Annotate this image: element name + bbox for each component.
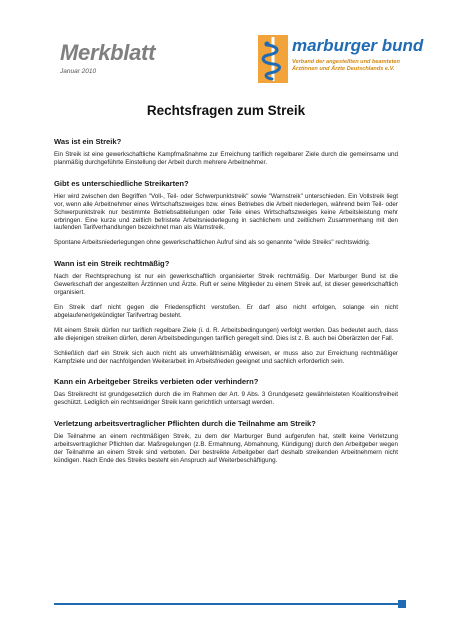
section xyxy=(54,259,398,365)
document-type-title: Merkblatt xyxy=(60,40,156,65)
paragraph: Ein Streik darf nicht gegen die Friedenspflicht verstoßen. Er darf also nicht erfolgen, solange ein nicht abgelaufener/gekündigter Tarifvertrag besteht. xyxy=(54,303,398,319)
section-heading: Kann ein Arbeitgeber Streiks verbieten oder verhindern? xyxy=(54,377,259,387)
page-title: Rechtsfragen zum Streik xyxy=(146,103,306,118)
logo-subtitle xyxy=(292,59,416,74)
logo-subtitle-line-1: Verband der angestellten und beamteten xyxy=(292,59,400,65)
section-heading: Verletzung arbeitsvertraglicher Pflichten durch die Teilnahme am Streik? xyxy=(54,419,316,429)
section xyxy=(54,377,398,407)
paragraph: Ein Streik ist eine gewerkschaftliche Kampfmaßnahme zur Erreichung tariflich regelbarer Ziele durch die gemeinsame und planmäßig durchgeführte Einstellung der Arbeit durch mehrere Arbeitnehmer. xyxy=(54,151,398,166)
marburger-bund-logo xyxy=(256,33,424,85)
staff-of-asclepius-icon xyxy=(256,33,290,85)
logo-subtitle-line-2: Ärztinnen und Ärzte Deutschlands e.V. xyxy=(292,66,395,73)
page-header xyxy=(0,0,452,90)
paragraph: Hier wird zwischen den Begriffen "Voll-, Teil- oder Schwerpunktstreik" sowie "Warnstreik" unterschieden. Ein Vollstreik liegt vor, wenn alle Arbeitnehmer eines Wirtschaftszweiges bzw. eines Betriebes die Arbeit niederlegen, während beim Teil- oder Schwerpunktstreik nur bestimmte Betriebsabteilungen oder Teile eines Wirtschaftszweiges keine Arbeitsleistung mehr erbringen. Eine kurze und zeitlich befristete Arbeitsniederlegung in sachlichem und zeitlichem Zusammenhang mit den laufenden Tarifverhandlungen bezeichnet man als Warnstreik. xyxy=(54,192,398,232)
paragraph: Spontane Arbeitsniederlegungen ohne gewerkschaftlichen Aufruf sind als so genannte "wilde Streiks" rechtswidrig. xyxy=(54,239,371,247)
logo-name: marburger bund xyxy=(292,36,424,55)
section xyxy=(54,179,398,247)
paragraph: Nach der Rechtsprechung ist nur ein gewerkschaftlich organisierter Streik rechtmäßig. Der Marburger Bund ist die Gewerkschaft der angestellten Ärztinnen und Ärzte. Ruft er seine Mitglieder zu einem Streik auf, ist dieser gewerkschaftlich organisiert. xyxy=(54,273,398,297)
section-heading: Was ist ein Streik? xyxy=(54,137,122,146)
paragraph: Die Teilnahme an einem rechtmäßigen Streik, zu dem der Marburger Bund aufgerufen hat, stellt keine Verletzung arbeitsvertraglicher Pflichten dar. Maßregelungen (z.B. Ermahnung, Abmahnung, Kündigung) durch den Arbeitgeber wegen der Teilnahme an einem Streik sind verboten. Der bestreikte Arbeitgeber darf deshalb streikenden Arbeitnehmern nicht kündigen. Nach Ende des Streiks besteht ein Anspruch auf Weiterbeschäftigung. xyxy=(54,433,398,464)
section xyxy=(54,137,398,167)
section xyxy=(54,419,398,465)
footer-marker xyxy=(398,600,406,608)
section-heading: Gibt es unterschiedliche Streikarten? xyxy=(54,178,189,188)
paragraph: Mit einem Streik dürfen nur tariflich regelbare Ziele (i. d. R. Arbeitsbedingungen) verfolgt werden. Das bedeutet auch, dass alle diejenigen streiken dürfen, deren Arbeitsbedingungen tariflich geregelt sind. Dies ist z. B. auch bei Oberärzten der Fall. xyxy=(54,326,398,342)
document-date: Januar 2010 xyxy=(60,68,97,75)
footer-divider xyxy=(54,603,398,605)
paragraph: Das Streikrecht ist grundgesetzlich durch die im Rahmen der Art. 9 Abs. 3 Grundgesetz gewährleisteten Koalitionsfreiheit geschützt. Lediglich ein rechtswidriger Streik kann gerichtlich untersagt werden. xyxy=(54,391,398,407)
section-heading: Wann ist ein Streik rechtmäßig? xyxy=(54,259,170,269)
paragraph: Schließlich darf ein Streik sich auch nicht als unverhältnismäßig erweisen, er muss also zur Erreichung rechtmäßiger Kampfziele und der nachfolgenden Weiterarbeit im Arbeitsfrieden geeignet und sachlich erforderlich sein. xyxy=(54,349,398,365)
document-body xyxy=(54,137,398,472)
